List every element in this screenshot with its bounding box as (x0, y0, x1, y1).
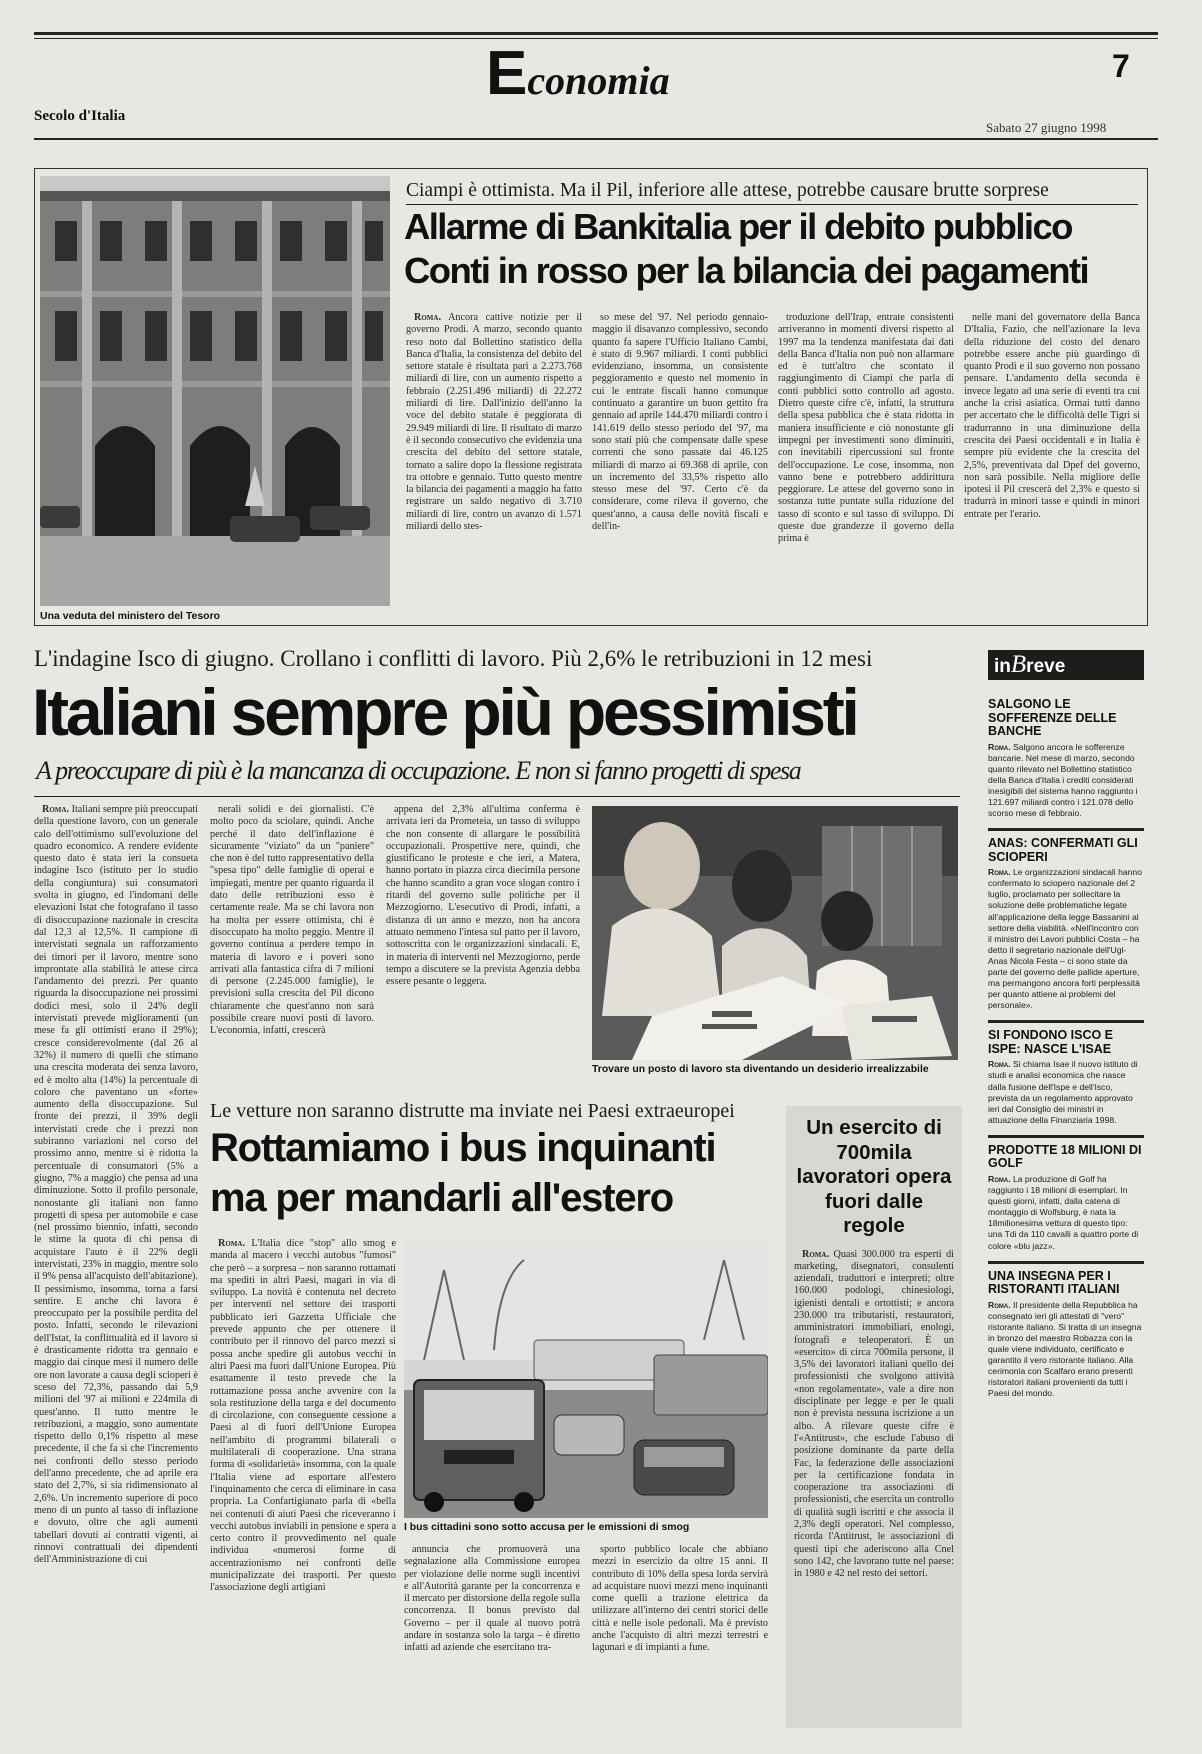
brief-item-title: PRODOTTE 18 MILIONI DI GOLF (988, 1142, 1142, 1171)
tesoro-photo-caption: Una veduta del ministero del Tesoro (40, 610, 221, 622)
story-bus-text-1: L'Italia dice "stop" allo smog e manda al macero i vecchi autobus "fumosi" che però – a sorpresa – non saranno rottamati ma spediti in altri Paesi, magari in via di sviluppo. La novità è contenuta nel decreto per interventi nel settore dei trasporti pubblicato ieri Gazzetta Ufficiale che prevede appunto che per ottenere il contributo per il rinnovo del parco mezzi si possa anche spedire gli autobus vecchi in altri Paesi ma fuori dall'Unione Europea. Più esattamente il testo prevede che la rottamazione possa anche avvenire con la sola restituzione della targa e del documento di circolazione, con conseguente cessione a Paesi al di fuori dell'Unione Europea nell'ambito di programmi bilaterali o multilaterali di cooperazione. Una strana forma di «solidarietà» insomma, con la quale l'Italia viene ad esportare all'estero l'inquinamento che cerca di eliminare in casa propria. La Confartigianato parla di «bella nei contenuti di aiuti Paesi che riceveranno i vecchi autobus inviabili in pensione e spera a certo contro il provvedimento nel quale individua «numerosi forme di accentrazionismo nei confronti delle municipalizzate dei trasporti. Per questo l'associazione degli artigiani (210, 1238, 396, 1594)
story-pessimisti-text-3: appena del 2,3% all'ultima conferma è arrivata ieri da Prometeia, un tasso di sviluppo che non consente di allargare le possibilità occupazionali. Prospettive nere, quindi, che giustificano le proteste e che ieri, a Matera, hanno portato in piazza circa diecimila persone che hanno scandito a gran voce slogan contro i ritardi del governo sulle politiche per il Mezzogiorno. L'esecutivo di Prodi, infatti, a distanza di un anno e mezzo, non ha ancora attuato nemmeno l'intesa sul patto per il lavoro, sottoscritta con le organizzazioni sindacali. E, in materia di interventi nel Mezzogiorno, perde tempo a discutere se la prevista Agenzia debba essere pesante o leggera. (386, 804, 580, 988)
brief-item-dateline: Roma. (988, 867, 1011, 878)
story-bankitalia-text-2: so mese del '97. Nel periodo gennaio-maggio il disavanzo complessivo, secondo quanto fa sapere l'Ufficio Italiano Cambi, è stato di 9.967 miliardi. I conti pubblici evidenziano, insomma, un consistente peggioramento e questo nel momento in cui le entrate fiscali hanno comunque continuato a garantire un buon gettito fra gennaio ad aprile 144.470 miliardi contro i 141.619 dello stesso periodo del '97, ma sono stati più che compensate dalle spese correnti che sono passate dai 46.125 miliardi di marzo ai 69.368 di aprile, con un incremento del 33,5% rispetto allo stesso mese del '97. Certo c'è da considerare, come rileva il governo, che quest'anno, a causa delle novità fiscali e dell'in- (592, 312, 768, 533)
brief-item-text: Le organizzazioni sindacali hanno confermato lo sciopero nazionale del 2 luglio, proclamato per sollecitare la soluzione delle problematiche legate all'applicazione della legge Bassanini al settore della viabilità. «Nell'incontro con il ministro dei Lavori pubblici Costa – ha detto il segretario nazionale dell'Ugl-Anas Nicola Festa – ci sono state da parte del governo delle pallide aperture, ma permangono ancora forti perplessità per quanto attiene ai problemi del personale». (988, 867, 1142, 1011)
story-bus-text-3: sporto pubblico locale che abbiano mezzi in esercizio da oltre 15 anni. Il contributo di 10% della spesa lorda servirà ad acquistare nuovi mezzi meno inquinanti come quelli a trazione elettrica da utilizzare all'interno dei centri storici delle città e nelle isole pedonali. Ma è previsto anche l'acquisto di altri mezzi terrestri e lagunari e di impianti a fune. (592, 1544, 768, 1654)
story-bus-col-1 (210, 1238, 396, 1730)
brief-item-dateline: Roma. (988, 1173, 1011, 1184)
story-pessimisti-text-1: Italiani sempre più preoccupati della questione lavoro, con un generale calo dell'ottimismo sull'evoluzione del quadro economico. A rendere evidente questo dato è stata ieri la consueta indagine Isco (istituto per lo studio della congiuntura) sui consumatori svolta in giugno, ed l'indomani delle elevazioni Istat che fotografano il tasso di disoccupazione nazionale in crescita dal 12,3 al 12,5%. Il campione di intervistati segnala un rafforzamento dei timori per il lavoro, mentre sono improntate alla stabilità le attese circa l'andamento dei prezzi. Per quanto riguarda la disoccupazione nei prossimi dodici mesi, solo il 24% degli intervistati prevede miglioramenti (un mese fa gli ottimisti erano il 29%); cresce considerevolmente (dal 26 al 32%) il numero di quelli che stimano una crescita moderata dei senza lavoro, ed è molto alta (14%) la percentuale di coloro che paventano un «forte» aumento della disoccupazione. Sul fronte dei prezzi, il 39% degli intervistati crede che i prezzi non subiranno variazioni nel corso del prossimo anno, mentre si è ridotta la percentuale di consumatori (5% a giugno, 7% a maggio) che pensa ad una diminuzione. Sotto il profilo personale, nonostante gli italiani non fanno progetti di spesa per automobile e case (nel prossimo biennio, infatti, secondo le stime la quota di chi pensa di acquistare l'auto è il 22% degli intervistati, 23% in maggio, mentre solo il 9% pensa all'acquisto dell'abitazione). Il pessimismo, insomma, torna a farsi sentire. E anche chi lavora è preoccupato per la possibile perdita del posto. Infatti, secondo le rilevazioni dell'Istat, la conflittualità ed il lavoro si è drasticamente ridotta tra gennaio e maggio dai cinque mesi il numero delle ore non lavorate a causa degli scioperi è sceso del 72,3%, passando dai 5,9 milioni del '97 ai milioni e 224mila di quest'anno. Il tutto mentre le retribuzioni, a maggio, sono aumentate rispetto dello 0,1% rispetto al mese precedente, il che fa sì che l'incremento nei confronti dello stesso periodo dell'anno precedente, che ad aprile era stato del 2,7%, si sia ridimensionato al 2,6%. Un incremento superiore di poco meno di un punto al tasso di inflazione e dovuto, oltre che agli aumenti tabellari dovuti ai contratti vigenti, ai rinnovi contrattuali dei dipendenti dell'Amministrazione di cui (34, 804, 198, 1566)
brief-logo-rest: reve (1026, 656, 1066, 677)
story-pessimisti-kicker: L'indagine Isco di giugno. Crollano i conflitti di lavoro. Più 2,6% le retribuzioni in 12 mesi (34, 646, 873, 671)
brief-item-dateline: Roma. (988, 1059, 1011, 1070)
story-bus-headline-1: Rottamiamo i bus inquinanti (210, 1126, 716, 1170)
top-rule (34, 32, 1158, 35)
story-bankitalia-text-3: troduzione dell'Irap, entrate consistenti arriveranno in momenti diversi rispetto al 1997 ma la tendenza manifestata dai dati della Banca d'Italia non può non allarmare ed è tutt'altro che scontato il raggiungimento di Ciampi che parla di conti pubblici sotto controllo ad agosto. Dietro queste cifre c'è, infatti, la struttura della spesa pubblica che è stata ridotta in maniera insufficiente e ciò nonostante gli impegni per investimenti sono diminuiti, con inevitabili ripercussioni sul fronte dell'occupazione. Le cose, insomma, non vanno bene e potrebbero addirittura peggiorare. Le attese del governo sono in sostanza tutte puntate sulla riduzione del tasso di sconto e sul tasso di sviluppo. Di queste due grandezze il governo della prima è (778, 312, 954, 545)
story-bankitalia-text-4: nelle mani del governatore della Banca D'Italia, Fazio, che nell'azionare la leva della riduzione del costo del denaro potrebbe essere anche più guardingo di quanto Prodi e il suo governo non possano pensare. L'andamento della seconda è invece legato ad una serie di eventi tra cui anche la crisi asiatica. Ormai tutti danno per accertato che le difficoltà delle Tigri si tradurranno in una diminuzione della crescita dei Paesi occidentali e in Italia è sempre più evidente che la crescita del 2,5%, preventivata dal Dpef del governo, non sarà possibile. Nella migliore delle ipotesi il Pil crescerà del 2,3% e questo si tradurrà in minori tasse e quindi in minori entrate per l'erario. (964, 312, 1140, 520)
story-bankitalia-col-4 (964, 312, 1140, 610)
story-bus-dateline: Roma. (218, 1238, 246, 1249)
top-rule-thin (34, 38, 1158, 39)
section-title (486, 39, 670, 108)
story-pessimisti-headline: Italiani sempre più pessimisti (32, 675, 857, 749)
tesoro-ministry-photo (40, 176, 390, 606)
unemployment-photo-caption: Trovare un posto di lavoro sta diventando un desiderio irrealizzabile (592, 1064, 929, 1075)
unemployment-photo (592, 806, 958, 1060)
story-bus-text-2: annuncia che promuoverà una segnalazione alla Commissione europea per violazione delle norme sugli incentivi e all'Autorità garante per la concorrenza e il mercato per distorsione della regole sulla concorrenza. Il bonus previsto dal Governo – per il quale al nuovo potrà andare in sostanza solo la targa – è diretto infatti ad aziende che esercitano tra- (404, 1544, 580, 1654)
story-bankitalia-col-1 (406, 312, 582, 610)
story-bankitalia-headline-1: Allarme di Bankitalia per il debito pubblico (404, 206, 1072, 247)
story-bankitalia-col-2 (592, 312, 768, 610)
section-title-rest: conomia (527, 58, 670, 103)
brief-item (988, 698, 1144, 819)
page-number: 7 (1112, 48, 1130, 84)
story-bankitalia-headline-2: Conti in rosso per la bilancia dei pagamenti (404, 250, 1089, 291)
brief-item-dateline: Roma. (988, 741, 1011, 752)
brief-item-text: Si chiama Isae il nuovo istituto di studi e analisi economica che nasce dalla fusione dell'Ispe e dell'Isco, prevista da un regolamento approvato ieri dal Consiglio dei ministri in attuazione della Finanziaria 1998. (988, 1059, 1138, 1125)
story-pessimisti-col-3 (386, 804, 580, 1074)
story-bus-headline-2: ma per mandarli all'estero (210, 1176, 673, 1220)
issue-date: Sabato 27 giugno 1998 (986, 120, 1107, 135)
shadow-economy-headline: Un esercito di 700mila lavoratori opera fuori dalle regole (796, 1116, 952, 1237)
shadow-economy-text: Quasi 300.000 tra esperti di marketing, disegnatori, consulenti aziendali, traduttori e interpreti; oltre 160.000 podologi, chinesiologi, igienisti dentali e ortottisti; e ancora 230.000 tra tributaristi, restauratori, amministratori immobiliari, enologi, fotografi e teleoperatori. È un «esercito» di circa 700mila persone, il 3,5% dei lavoratori italiani quello dei professionisti che svolgono attività «non regolamentate», vale a dire non disciplinate per legge e per le quali non è prevista nessuna iscrizione a un albo. A rilevare queste cifre è l'«Antitrust», che esclude l'abuso di posizione dominante da parte della Fac, la federazione delle associazioni per la certificazione fondata in cooperazione tra associazioni di professionisti, che esercita un controllo di qualità sugli iscritti e che associa il 2,3% degli operatori. Nel complesso, ricorda l'Antitrust, le associazioni di questi tipi che aderiscono alla Cnel sono 142, che lavorano tutte nel paese: in 1980 e 42 nel resto dei settori. (794, 1248, 954, 1580)
brief-item-text: Il presidente della Repubblica ha consegnato ieri gli attestati di "vero" ristorante italiano. Si tratta di un insegna in bronzo del maestro Robazza con la quale viene individuato, certificato e garantito il vero ristorante italiano. Alla cerimonia con Scalfaro erano presenti ristoratori italiani provenienti da tutti i Paesi del mondo. (988, 1299, 1142, 1399)
bus-photo-caption: I bus cittadini sono sotto accusa per le emissioni di smog (404, 1522, 690, 1533)
brief-item (988, 1144, 1144, 1252)
shadow-economy-dateline: Roma. (802, 1248, 830, 1260)
brief-item-title: SALGONO LE SOFFERENZE DELLE BANCHE (988, 697, 1117, 738)
bus-traffic-photo (404, 1240, 768, 1518)
brief-divider (988, 1135, 1144, 1138)
brief-item-title: ANAS: CONFERMATI GLI SCIOPERI (988, 836, 1138, 864)
brief-item-title: SI FONDONO ISCO E ISPE: NASCE L'ISAE (988, 1028, 1114, 1056)
story-bankitalia-kicker: Ciampi è ottimista. Ma il Pil, inferiore alle attese, potrebbe causare brutte sorprese (406, 180, 1049, 201)
brief-item-dateline: Roma. (988, 1299, 1011, 1310)
brief-divider (988, 1020, 1144, 1023)
story-pessimisti-col-1 (34, 804, 198, 1728)
shadow-economy-box (786, 1106, 962, 1728)
city-buses-icon (404, 1240, 768, 1518)
story-bankitalia-text-1: Ancora cattive notizie per il governo Prodi. A marzo, secondo quanto reso noto dal Bollettino statistico della Banca d'Italia, la consistenza del debito del settore statale è risultata pari a 2.273.768 miliardi di lire, con un aumento rispetto a febbraio (2.251.496 miliardi) di 22.272 miliardi di lire. Dall'inizio dell'anno la voce del debito statale è peggiorata di 29.949 miliardi di lire. Il risultato di marzo è il secondo consecutivo che evidenzia una crescita del debito del settore statale, tornato a salire dopo la flessione registrata tra ottobre e gennaio. Tutto questo mentre la bilancia dei pagamenti a maggio ha fatto registrare un saldo negativo di 3.710 miliardi di lire, contro un avanzo di 1.571 miliardi dello stes- (406, 312, 582, 533)
brief-sidebar (988, 650, 1144, 1730)
story-bus-col-2 (404, 1544, 580, 1730)
story-bankitalia-dateline: Roma. (414, 312, 442, 323)
brief-item (988, 1270, 1144, 1400)
section-title-initial: E (486, 39, 528, 108)
brief-item (988, 837, 1144, 1011)
story-pessimisti-text-2: nerali solidi e dei giornalisti. C'è molto poco da sciolare, quindi. Anche perché il dato dell'inflazione è sicuramente "viziato" da un "paniere" che non è del tutto rappresentativo della "spesa tipo" delle famiglie di operai e impiegati, mentre per quanto riguarda il dato delle retribuzioni esso è certamente reale. Ma se chi lavora non ha molta per essere ottimista, chi è disoccupato ha molto peggio. Mentre il governo continua a perdere tempo in materia di lavoro e i poveri sono arrivati alla fantastica cifra di 7 milioni di persone (2.245.000 famiglie), le previsioni sulla crescita del Pil dicono chiaramente che quest'anno non sarà possibile creare nuovi posti di lavoro. L'economia, infatti, crescerà (210, 804, 374, 1037)
brief-item-text: La produzione di Golf ha raggiunto i 18 milioni di esemplari. In questi giorni, infatti, dalla catena di montaggio di Wolfsburg, è nata la 18milionesima vettura di questo tipo: una Tdi da 110 cavalli a quattro porte di colore «blu jazz». (988, 1173, 1139, 1251)
brief-item-text: Salgono ancora le sofferenze bancarie. Nel mese di marzo, secondo quanto rilevato nel Bollettino statistico della Banca d'Italia i crediti considerati inesigibili del sistema hanno raggiunto i 121.697 miliardi contro i 121.078 dello scorso mese di febbraio. (988, 741, 1138, 819)
shadow-economy-text-col (794, 1249, 954, 1725)
story-pessimisti-subhead-rule (34, 796, 960, 797)
brief-item-title: UNA INSEGNA PER I RISTORANTI ITALIANI (988, 1268, 1120, 1297)
brief-divider (988, 1261, 1144, 1264)
story-pessimisti-dateline: Roma. (42, 804, 70, 815)
story-bankitalia-kicker-rule (406, 204, 1138, 205)
paper-name: Secolo d'Italia (34, 108, 126, 124)
brief-item (988, 1029, 1144, 1126)
brief-logo-in: in (994, 656, 1011, 677)
story-bus-kicker: Le vetture non saranno distrutte ma inviate nei Paesi extraeuropei (210, 1100, 735, 1122)
brief-logo-b: B (1010, 651, 1027, 678)
building-facade-icon (40, 176, 390, 606)
brief-divider (988, 828, 1144, 831)
brief-logo (988, 650, 1144, 680)
story-pessimisti-subhead: A preoccupare di più è la mancanza di occupazione. E non si fanno progetti di spesa (36, 756, 801, 785)
story-pessimisti-col-2 (210, 804, 374, 1074)
story-bankitalia-col-3 (778, 312, 954, 610)
story-bus-col-3 (592, 1544, 768, 1730)
people-reading-newspaper-icon (592, 806, 958, 1060)
masthead-rule (34, 138, 1158, 140)
